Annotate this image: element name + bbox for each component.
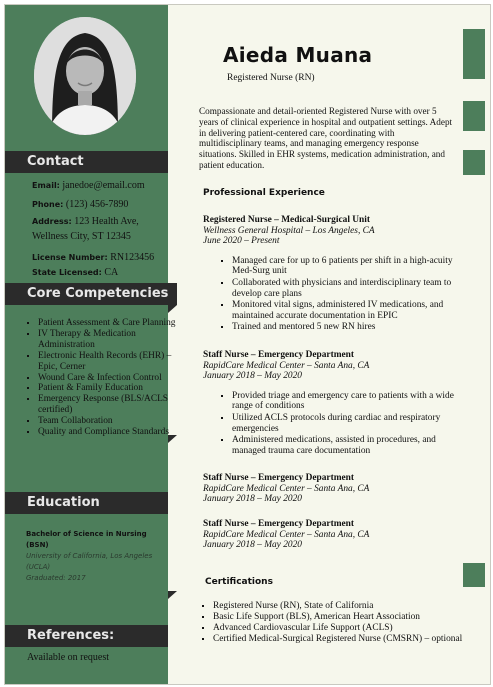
list-item: ▪ Electronic Health Records (EHR) – Epic, Cerner	[38, 351, 188, 373]
certifications-heading: Certifications	[205, 577, 273, 587]
resume-page	[4, 4, 491, 685]
competencies-heading: Core Competencies	[27, 286, 169, 301]
job-duties	[203, 256, 463, 333]
certifications-list	[205, 601, 473, 645]
references-heading: References:	[27, 628, 115, 643]
job-company: Wellness General Hospital – Los Angeles, CA	[203, 225, 375, 236]
accent-block	[463, 150, 485, 175]
job-title: Registered Nurse – Medical-Surgical Unit	[203, 215, 370, 225]
job-dates: June 2020 – Present	[203, 236, 280, 247]
list-item: ▪ Advanced Cardiovascular Life Support (ACLS)	[213, 623, 473, 634]
job-dates: January 2018 – May 2020	[203, 371, 302, 382]
list-item: ▪ Provided triage and emergency care to patients with a wide range of conditions	[232, 391, 463, 412]
job-title: Staff Nurse – Emergency Department	[203, 519, 355, 529]
band-fold-decoration	[168, 435, 177, 443]
experience-heading: Professional Experience	[203, 188, 325, 198]
job-entry	[203, 350, 463, 457]
contact-heading: Contact	[27, 154, 84, 169]
list-item: ▪ Emergency Response (BLS/ACLS certified)	[38, 394, 188, 416]
list-item: ▪ Patient & Family Education	[38, 383, 188, 394]
job-entry	[203, 215, 463, 334]
profile-photo-illustration	[34, 17, 136, 135]
education-school: University of California, Los Angeles (UCLA)	[26, 552, 153, 571]
job-duties	[203, 391, 463, 457]
education-heading-band	[5, 492, 168, 514]
band-fold-decoration	[168, 591, 177, 599]
list-item: ▪ Wound Care & Infection Control	[38, 373, 188, 384]
competencies-list	[24, 318, 188, 438]
job-dates: January 2018 – May 2020	[203, 540, 302, 551]
job-company: RapidCare Medical Center – Santa Ana, CA	[203, 360, 370, 371]
list-item: ▪ Administered medications, assisted in procedures, and managed trauma care documentation	[232, 435, 463, 456]
summary-text: Compassionate and detail-oriented Registered Nurse with over 5 years of clinical experience in hospital and outpatient settings. Adept in delivering patient-centered care, coordinating with multidisciplinary teams, and managing emergency response situations. Skilled in EHR systems, medication administration, and patient education.	[199, 106, 453, 170]
list-item: ▪ Collaborated with physicians and interdisciplinary team to develop care plans	[232, 278, 463, 299]
band-fold-decoration	[168, 305, 177, 313]
education-heading: Education	[27, 495, 100, 510]
job-title: Staff Nurse – Emergency Department	[203, 473, 355, 483]
competencies-heading-band	[5, 283, 177, 305]
list-item: ▪ Utilized ACLS protocols during cardiac and respiratory emergencies	[232, 413, 463, 434]
job-company: RapidCare Medical Center – Santa Ana, CA	[203, 483, 370, 494]
list-item: ▪ Quality and Compliance Standards	[38, 427, 188, 438]
list-item: ▪ Registered Nurse (RN), State of California	[213, 601, 473, 612]
job-entry	[203, 473, 463, 505]
list-item: ▪ Monitored vital signs, administered IV medications, and maintained accurate documentation in EPIC	[232, 300, 463, 321]
list-item: ▪ Trained and mentored 5 new RN hires	[232, 322, 463, 333]
list-item: ▪ Certified Medical-Surgical Registered Nurse (CMSRN) – optional	[213, 634, 473, 645]
contact-phone: Phone: (123) 456-7890	[32, 199, 129, 210]
contact-address: Address: 123 Health Ave,	[32, 216, 139, 227]
contact-email: Email: janedoe@email.com	[32, 180, 145, 191]
job-dates: January 2018 – May 2020	[203, 494, 302, 505]
references-heading-band	[5, 625, 168, 647]
job-company: RapidCare Medical Center – Santa Ana, CA	[203, 529, 370, 540]
accent-block	[463, 563, 485, 587]
list-item: ▪ Team Collaboration	[38, 416, 188, 427]
list-item: ▪ Managed care for up to 6 patients per shift in a high-acuity Med-Surg unit	[232, 256, 463, 277]
contact-address-line2: Wellness City, ST 12345	[32, 231, 131, 242]
references-text: Available on request	[27, 652, 110, 663]
list-item: ▪ IV Therapy & Medication Administration	[38, 329, 188, 351]
email-value[interactable]: janedoe@email.com	[62, 180, 145, 191]
education-entry	[26, 529, 168, 584]
candidate-name: Aieda Muana	[223, 43, 373, 67]
candidate-role: Registered Nurse (RN)	[227, 73, 315, 83]
accent-block	[463, 29, 485, 79]
education-graduated: Graduated: 2017	[26, 574, 86, 582]
sidebar	[5, 5, 176, 684]
accent-block	[463, 101, 485, 131]
contact-state: State Licensed: CA	[32, 267, 119, 278]
contact-license: License Number: RN123456	[32, 252, 155, 263]
phone-value: (123) 456-7890	[65, 199, 129, 210]
state-value: CA	[104, 267, 119, 278]
job-title: Staff Nurse – Emergency Department	[203, 350, 355, 360]
education-degree: Bachelor of Science in Nursing (BSN)	[26, 530, 147, 549]
profile-photo	[34, 17, 136, 135]
contact-heading-band	[5, 151, 168, 173]
address-line1: 123 Health Ave,	[74, 216, 139, 227]
job-entry	[203, 519, 463, 551]
list-item: ▪ Patient Assessment & Care Planning	[38, 318, 188, 329]
license-value: RN123456	[110, 252, 155, 263]
list-item: ▪ Basic Life Support (BLS), American Heart Association	[213, 612, 473, 623]
